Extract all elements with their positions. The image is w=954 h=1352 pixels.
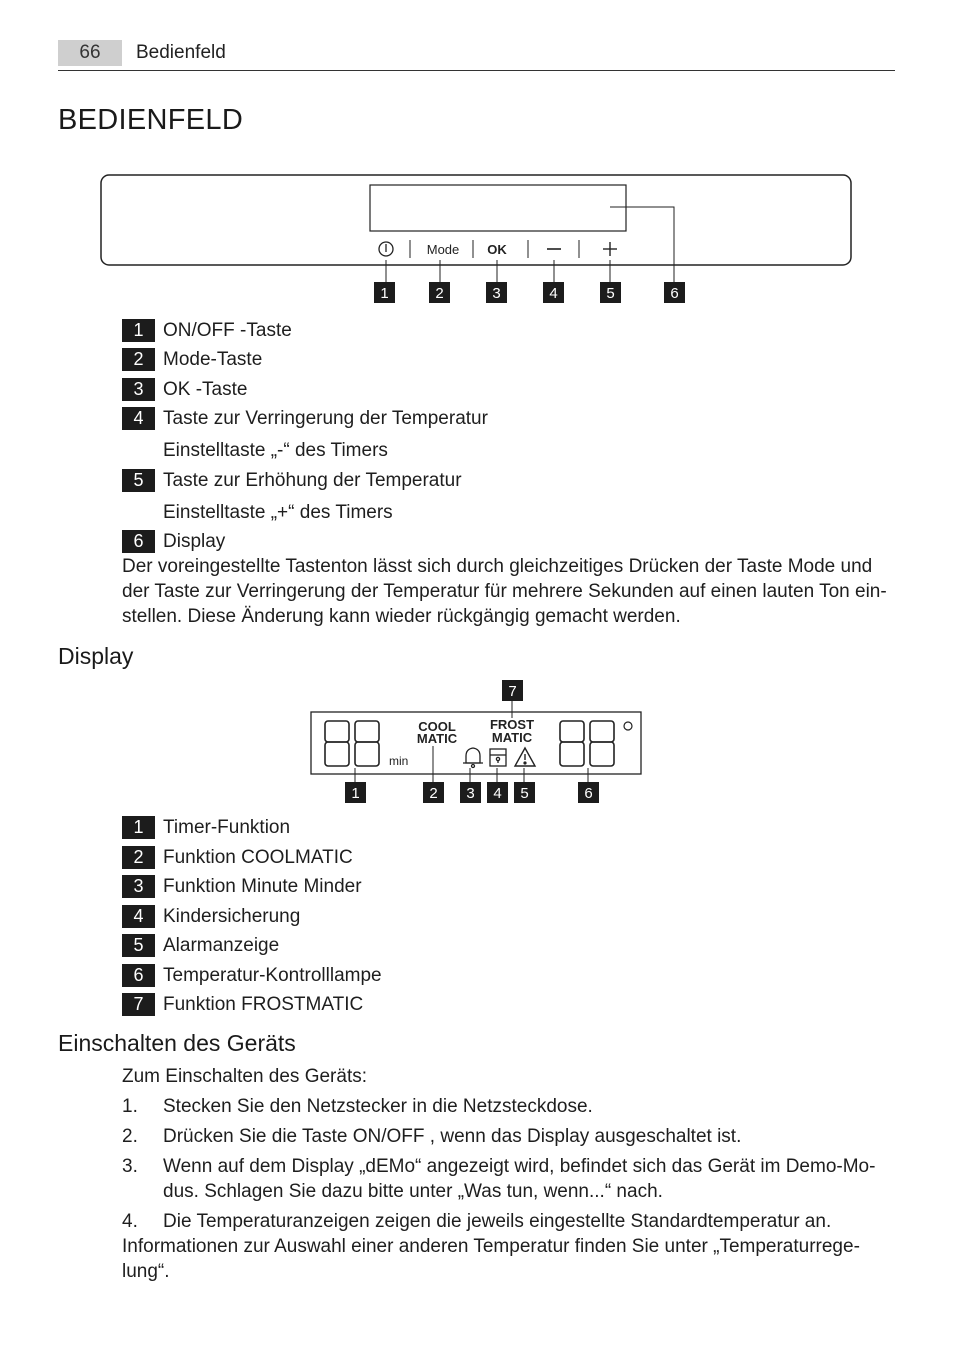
step-number: 3. — [122, 1156, 138, 1177]
power-icon — [379, 242, 393, 256]
svg-text:1: 1 — [380, 285, 389, 302]
legend-number: 1 — [122, 319, 155, 342]
legend-label: Kindersicherung — [163, 906, 301, 927]
frostmatic-label-1: FROST — [489, 717, 535, 732]
display-callout — [487, 782, 508, 803]
legend-sublabel: Einstelltaste „+“ des Timers — [163, 502, 393, 523]
child-lock-icon — [490, 749, 506, 766]
legend-label: Display — [163, 531, 226, 552]
legend-number: 1 — [122, 816, 155, 839]
frostmatic-label-2: MATIC — [491, 730, 533, 745]
degree-indicator-icon — [624, 722, 632, 730]
legend-label: Taste zur Erhöhung der Temperatur — [163, 470, 462, 491]
svg-text:7: 7 — [508, 683, 517, 700]
panel-callout — [374, 282, 395, 303]
legend-number: 2 — [122, 348, 155, 371]
legend-label: ON/OFF -Taste — [163, 320, 292, 341]
plus-icon — [603, 242, 617, 256]
display-callout — [460, 782, 481, 803]
display-callout — [578, 782, 599, 803]
legend-label: Funktion FROSTMATIC — [163, 994, 364, 1015]
svg-text:5: 5 — [520, 785, 529, 802]
step-text: Die Temperaturanzeigen zeigen die jeweils eingestellte Standardtemperatur an. — [163, 1211, 832, 1232]
legend-label: Timer-Funktion — [163, 817, 291, 838]
coolmatic-label-2: MATIC — [416, 731, 458, 746]
ok-button-label: OK — [487, 242, 507, 257]
display-callout — [514, 782, 535, 803]
min-label: min — [389, 754, 409, 768]
svg-text:3: 3 — [466, 785, 475, 802]
mode-button-label: Mode — [426, 242, 460, 257]
running-header: Bedienfeld — [136, 42, 226, 63]
display-callout — [502, 680, 523, 701]
switch-on-heading: Einschalten des Geräts — [58, 1030, 296, 1056]
panel-callout — [486, 282, 507, 303]
legend-number: 4 — [122, 905, 155, 928]
timer-digits — [325, 721, 379, 766]
page-number: 66 — [58, 40, 122, 66]
display-callout — [423, 782, 444, 803]
temperature-digits — [560, 721, 614, 766]
legend-label: Mode-Taste — [163, 349, 263, 370]
panel-callout — [543, 282, 564, 303]
legend-number: 7 — [122, 993, 155, 1016]
legend-number: 6 — [122, 964, 155, 987]
step-text: Drücken Sie die Taste ON/OFF , wenn das Display ausgeschaltet ist. — [163, 1126, 742, 1147]
panel-note: Der voreingestellte Tastenton lässt sich durch gleichzeitiges Drücken der Taste Mode und der Taste zur Verringerung der Temperatur für mehrere Sekunden auf einen lauten Ton einstellen. Diese Änderung kann wieder rückgängig gemacht werden. — [122, 556, 887, 627]
svg-text:5: 5 — [606, 285, 615, 302]
svg-text:2: 2 — [429, 785, 438, 802]
display-callout — [345, 782, 366, 803]
step-number: 1. — [122, 1096, 138, 1117]
switch-on-outro: Informationen zur Auswahl einer anderen Temperatur finden Sie unter „Temperaturregelung“. — [122, 1236, 860, 1282]
svg-text:4: 4 — [549, 285, 558, 302]
svg-text:2: 2 — [435, 285, 444, 302]
legend-label: Funktion COOLMATIC — [163, 847, 353, 868]
step-text: Wenn auf dem Display „dEMo“ angezeigt wird, befindet sich das Gerät im Demo-Modus. Schlagen Sie dazu bitte unter „Was tun, wenn...“ nach. — [163, 1156, 876, 1202]
legend-number: 3 — [122, 875, 155, 898]
legend-number: 6 — [122, 530, 155, 553]
display-diagram — [0, 670, 954, 810]
alarm-warning-icon — [515, 748, 535, 766]
panel-callout — [600, 282, 621, 303]
legend-number: 5 — [122, 469, 155, 492]
legend-label: Taste zur Verringerung der Temperatur — [163, 408, 488, 429]
panel-callout — [664, 282, 685, 303]
display-heading: Display — [58, 643, 134, 669]
step-number: 2. — [122, 1126, 138, 1147]
svg-text:3: 3 — [492, 285, 501, 302]
svg-text:1: 1 — [351, 785, 360, 802]
svg-text:6: 6 — [584, 785, 593, 802]
panel-callout — [429, 282, 450, 303]
bell-icon — [463, 748, 483, 768]
display-leader-line — [610, 207, 674, 282]
step-text: Stecken Sie den Netzstecker in die Netzsteckdose. — [163, 1096, 593, 1117]
svg-text:4: 4 — [493, 785, 502, 802]
legend-label: Temperatur-Kontrolllampe — [163, 965, 382, 986]
coolmatic-label-1: COOL — [418, 719, 456, 734]
legend-number: 2 — [122, 846, 155, 869]
svg-text:6: 6 — [670, 285, 679, 302]
legend-label: Alarmanzeige — [163, 935, 280, 956]
legend-label: Funktion Minute Minder — [163, 876, 362, 897]
panel-outline — [101, 175, 851, 265]
control-panel-diagram — [0, 0, 954, 310]
switch-on-intro: Zum Einschalten des Geräts: — [122, 1066, 367, 1087]
page-title: BEDIENFELD — [58, 104, 244, 136]
legend-number: 5 — [122, 934, 155, 957]
panel-display-window — [370, 185, 626, 231]
step-number: 4. — [122, 1211, 138, 1232]
legend-number: 4 — [122, 407, 155, 430]
legend-number: 3 — [122, 378, 155, 401]
legend-label: OK -Taste — [163, 379, 248, 400]
legend-sublabel: Einstelltaste „-“ des Timers — [163, 440, 388, 461]
